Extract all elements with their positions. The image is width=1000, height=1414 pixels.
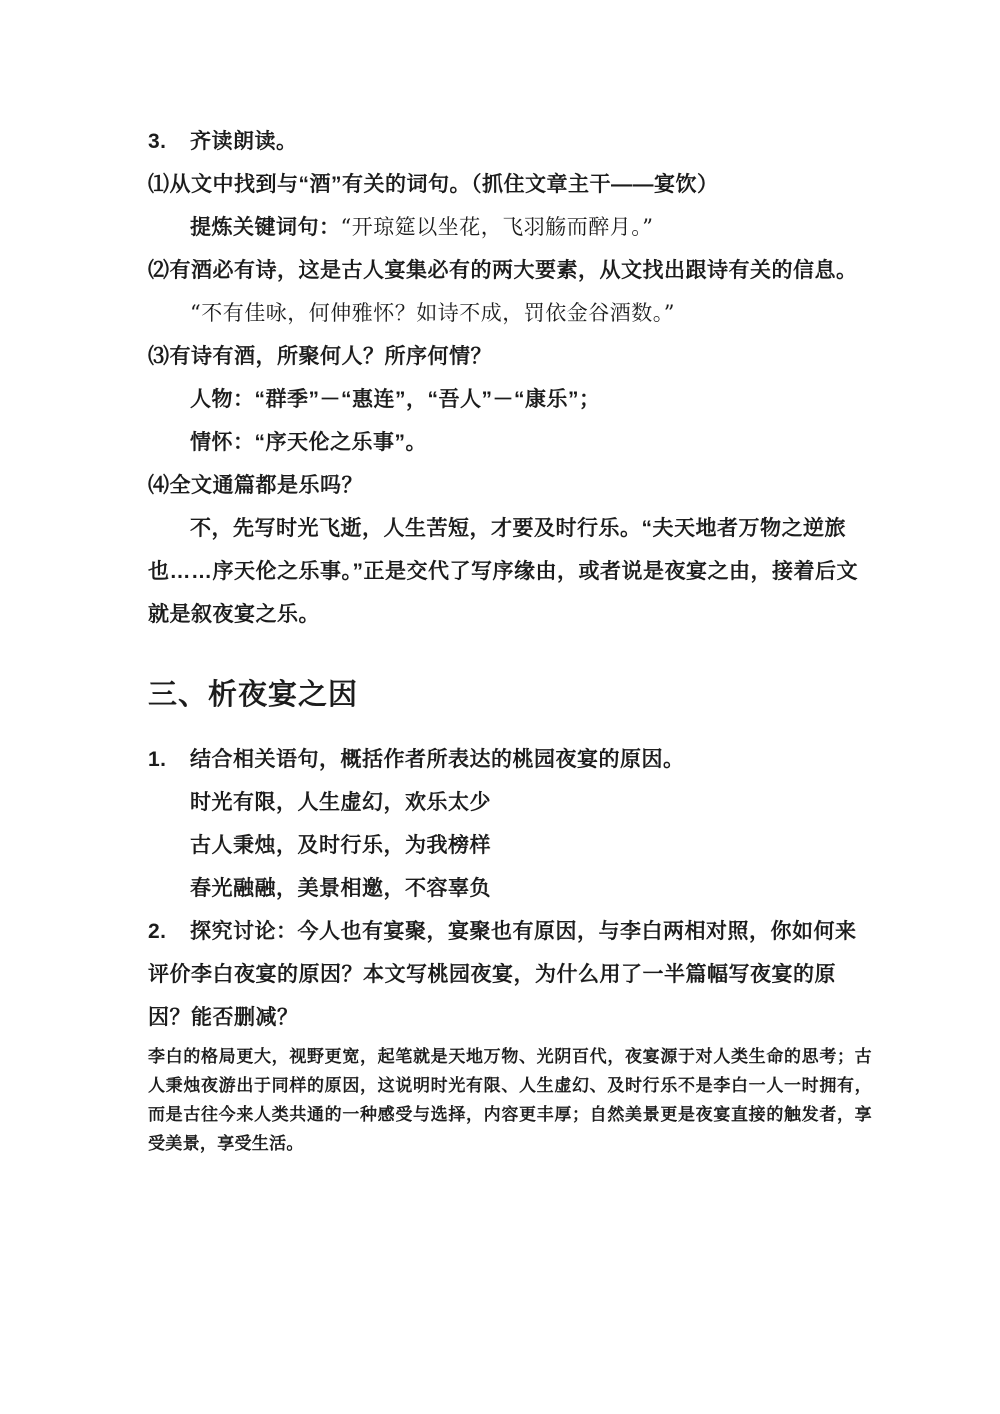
doc-line-q4 (148, 464, 872, 507)
paragraph-text: 探究讨论：今人也有宴聚，宴聚也有原因，与李白两相对照，你如何来评价李白夜宴的原因？本文写桃园夜宴，为什么用了一半篇幅写夜宴的原因？能否删减？ (148, 920, 857, 1029)
doc-paragraph-q4-answer (148, 507, 872, 636)
doc-line-q3-answer-feeling (190, 421, 872, 464)
line-text: ⑵有酒必有诗，这是古人宴集必有的两大要素，从文找出跟诗有关的信息。 (148, 259, 858, 282)
doc-line-item1 (148, 738, 872, 781)
line-text: 春光融融，美景相邀，不容辜负 (190, 877, 491, 900)
doc-line-q2 (148, 249, 872, 292)
doc-line-item3 (148, 120, 872, 163)
doc-paragraph-item2 (148, 910, 872, 1039)
line-label: 提炼关键词句： (190, 216, 341, 239)
list-number: 3. (148, 130, 167, 153)
doc-line-reason-2 (190, 824, 872, 867)
list-number: 1. (148, 748, 167, 771)
doc-line-q3 (148, 335, 872, 378)
quote-text: “不有佳咏，何伸雅怀？如诗不成，罚依金谷酒数。” (190, 301, 675, 325)
line-text: 齐读朗读。 (190, 130, 298, 153)
line-text: ⑷全文通篇都是乐吗？ (148, 474, 363, 497)
line-text: ⑴从文中找到与“酒”有关的词句。（抓住文章主干——宴饮） (148, 173, 719, 196)
paragraph-text: 不，先写时光飞逝，人生苦短，才要及时行乐。“夫天地者万物之逆旅也……序天伦之乐事。”正是交代了写序缘由，或者说是夜宴之由，接着后文就是叙夜宴之乐。 (148, 517, 858, 626)
section-heading: 三、析夜宴之因 (148, 679, 359, 711)
line-text: 结合相关语句，概括作者所表达的桃园夜宴的原因。 (190, 748, 685, 771)
line-text: 时光有限，人生虚幻，欢乐太少 (190, 791, 491, 814)
line-text: 古人秉烛，及时行乐，为我榜样 (190, 834, 491, 857)
doc-line-reason-3 (190, 867, 872, 910)
paragraph-text: 李白的格局更大，视野更宽，起笔就是天地万物、光阴百代，夜宴源于对人类生命的思考；古人秉烛夜游出于同样的原因，这说明时光有限、人生虚幻、及时行乐不是李白一人一时拥有，而是古往今来人类共通的一种感受与选择，内容更丰厚；自然美景更是夜宴直接的触发者，享受美景，享受生活。 (148, 1047, 872, 1153)
doc-line-q1 (148, 163, 872, 206)
line-text: ⑶有诗有酒，所聚何人？所序何情？ (148, 345, 492, 368)
doc-line-q2-answer (190, 292, 872, 335)
doc-line-reason-1 (190, 781, 872, 824)
doc-paragraph-analysis (148, 1042, 872, 1158)
line-text: 情怀：“序天伦之乐事”。 (190, 431, 427, 454)
quote-text: “开琼筵以坐花，飞羽觞而醉月。” (340, 215, 654, 239)
list-number: 2. (148, 920, 167, 943)
doc-line-q3-answer-people (190, 378, 872, 421)
line-text: 人物：“群季”－“惠连”，“吾人”－“康乐”； (190, 388, 601, 411)
doc-line-q1-answer (190, 206, 872, 249)
